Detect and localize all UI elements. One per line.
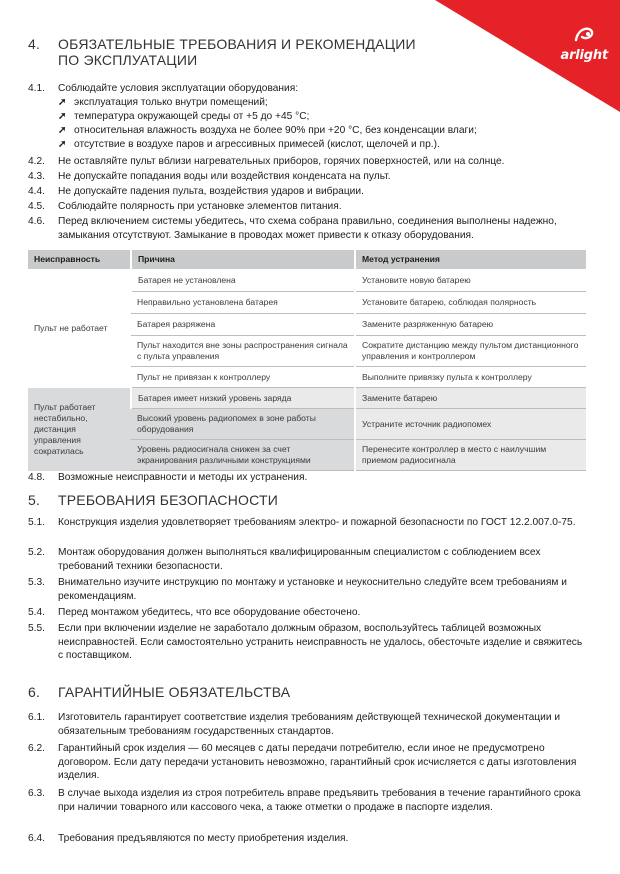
section-6-title (28, 684, 290, 700)
table-cell-fix: Сократите дистанцию между пультом дистанционного управления и контроллером (355, 336, 586, 367)
list-item-5-2 (28, 546, 588, 573)
item-text: Требования предъявляются по месту приобретения изделия. (58, 833, 349, 844)
item-text: Изготовитель гарантирует соответствие изделия требованиям действующей технической документации и обязательным требованиям государственных стандартов. (58, 712, 561, 737)
list-item-5-4 (28, 606, 588, 620)
brand-logo-text: arlight (560, 48, 608, 63)
table-header-row (28, 250, 586, 269)
item-number: 4.1. (28, 83, 45, 94)
list-item-4-4 (28, 185, 588, 199)
table-cell-cause: Батарея не установлена (131, 269, 355, 292)
table-cell-fix: Устраните источник радиопомех (355, 409, 586, 440)
bullet-item (58, 124, 477, 138)
item-text: Не допускайте падения пульта, воздействия ударов и вибрации. (58, 186, 364, 197)
table-cell-cause: Пульт не привязан к контроллеру (131, 367, 355, 388)
item-number: 6.1. (28, 712, 45, 723)
list-item-6-3 (28, 787, 588, 814)
item-text: Соблюдайте условия эксплуатации оборудования: (58, 83, 299, 94)
item-text: Конструкция изделия удовлетворяет требованиям электро- и пожарной безопасности по ГОСТ 12.2.007.0-75. (58, 517, 576, 528)
item-text: Возможные неисправности и методы их устранения. (58, 472, 308, 483)
section-title-line: ОБЯЗАТЕЛЬНЫЕ ТРЕБОВАНИЯ И РЕКОМЕНДАЦИИ (58, 36, 416, 52)
item-number: 6.3. (28, 788, 45, 799)
bullet-text: температура окружающей среды от +5 до +45 °С; (74, 111, 310, 122)
table-cell-fix: Установите батарею, соблюдая полярность (355, 292, 586, 314)
item-text: Не оставляйте пульт вблизи нагревательных приборов, горячих поверхностей, или на солнце. (58, 156, 505, 167)
brand-logo (561, 22, 608, 64)
item-number: 6.4. (28, 833, 45, 844)
section-number: 5. (28, 492, 41, 508)
item-number: 5.4. (28, 607, 45, 618)
section-number: 6. (28, 684, 41, 700)
bullet-text: относительная влажность воздуха не более 90% при +20 °С, без конденсации влаги; (74, 125, 477, 136)
table-cell-cause: Уровень радиосигнала снижен за счет экранирования различными конструкциями (131, 440, 355, 471)
item-text: Перед монтажом убедитесь, что все оборудование обесточено. (58, 607, 361, 618)
table-cell-fix: Выполните привязку пульта к контроллеру (355, 367, 586, 388)
table-cell-cause: Пульт находится вне зоны распространения сигнала с пульта управления (131, 336, 355, 367)
table-header-cell: Неисправность (28, 250, 131, 269)
table-cell-fix: Перенесите контроллер в место с наилучшим приемом радиосигнала (355, 440, 586, 471)
list-item-4-5 (28, 200, 588, 214)
item-text: Внимательно изучите инструкцию по монтажу и установке и неукоснительно следуйте всем требованиям и рекомендациям. (58, 577, 567, 602)
section-title-line: ПО ЭКСПЛУАТАЦИИ (58, 52, 198, 68)
table-header-cell: Причина (131, 250, 355, 269)
list-item-6-2 (28, 742, 588, 783)
item-text: В случае выхода изделия из строя потребитель вправе предъявить требования в течение гарантийного срока при наличии товарного или кассового чека, а также отметки о продаже в паспорте изделия. (58, 788, 581, 813)
table-cell-fix: Установите новую батарею (355, 269, 586, 292)
item-number: 5.5. (28, 623, 45, 634)
item-number: 5.2. (28, 547, 45, 558)
item-text: Гарантийный срок изделия — 60 месяцев с даты передачи потребителю, если иное не предусмотрено договором. Если дату передачи установить невозможно, гарантийный срок исчисляется с даты изготовления изделия. (58, 743, 577, 781)
table-row (28, 269, 586, 292)
table-row (28, 388, 586, 409)
item-number: 4.4. (28, 186, 45, 197)
item-text: Соблюдайте полярность при установке элементов питания. (58, 201, 342, 212)
item-text: Если при включении изделие не заработало должным образом, воспользуйтесь таблицей возможных неисправностей. Если самостоятельно устранить неисправность не удалось, обесточьте изделие и свяжитесь с поставщиком. (58, 623, 583, 661)
table-cell-cause: Неправильно установлена батарея (131, 292, 355, 314)
arrow-bullet-icon: ➚ (58, 111, 67, 122)
list-item-5-1 (28, 516, 588, 530)
table-cell-cause: Батарея разряжена (131, 314, 355, 336)
item-number: 4.2. (28, 156, 45, 167)
item-number: 4.5. (28, 201, 45, 212)
item-text: Перед включением системы убедитесь, что схема собрана правильно, соединения выполнены надежно, замыкания отсутствуют. Замыкание в проводах может привести к отказу оборудования. (58, 216, 557, 241)
item-number: 5.3. (28, 577, 45, 588)
item-number: 4.3. (28, 171, 45, 182)
list-item-5-5 (28, 622, 588, 663)
section-number: 4. (28, 36, 41, 52)
section-5-title (28, 492, 278, 508)
bullet-item (58, 138, 440, 152)
list-item-4-1 (28, 82, 588, 96)
item-number: 6.2. (28, 743, 45, 754)
table-cell-problem: Пульт не работает (28, 269, 131, 388)
arlight-swirl-icon (572, 22, 596, 46)
list-item-4-6 (28, 215, 588, 242)
bullet-item (58, 96, 268, 110)
table-cell-problem: Пульт работает нестабильно, дистанция управления сократилась (28, 388, 131, 471)
list-item-4-3 (28, 170, 588, 184)
item-number: 4.8. (28, 472, 45, 483)
item-text: Не допускайте попадания воды или воздействия конденсата на пульт. (58, 171, 391, 182)
table-cell-cause: Высокий уровень радиопомех в зоне работы оборудования (131, 409, 355, 440)
section-4-title (28, 36, 416, 68)
item-text: Монтаж оборудования должен выполняться квалифицированным специалистом с соблюдением всех требований техники безопасности. (58, 547, 541, 572)
table-cell-cause: Батарея имеет низкий уровень заряда (131, 388, 355, 409)
arrow-bullet-icon: ➚ (58, 139, 67, 150)
list-item-4-2 (28, 155, 588, 169)
table-cell-fix: Замените разряженную батарею (355, 314, 586, 336)
section-title-line: ГАРАНТИЙНЫЕ ОБЯЗАТЕЛЬСТВА (58, 684, 291, 700)
item-number: 5.1. (28, 517, 45, 528)
list-item-6-1 (28, 711, 588, 738)
bullet-item (58, 110, 309, 124)
arrow-bullet-icon: ➚ (58, 125, 67, 136)
table-header-cell: Метод устранения (355, 250, 586, 269)
arrow-bullet-icon: ➚ (58, 97, 67, 108)
bullet-text: эксплуатация только внутри помещений; (74, 97, 268, 108)
list-item-6-4 (28, 832, 588, 846)
item-number: 4.6. (28, 216, 45, 227)
troubleshooting-table (28, 250, 586, 471)
list-item-5-3 (28, 576, 588, 603)
table-cell-fix: Замените батарею (355, 388, 586, 409)
section-title-line: ТРЕБОВАНИЯ БЕЗОПАСНОСТИ (58, 492, 279, 508)
bullet-text: отсутствие в воздухе паров и агрессивных примесей (кислот, щелочей и пр.). (74, 139, 440, 150)
list-item-4-8 (28, 471, 588, 485)
